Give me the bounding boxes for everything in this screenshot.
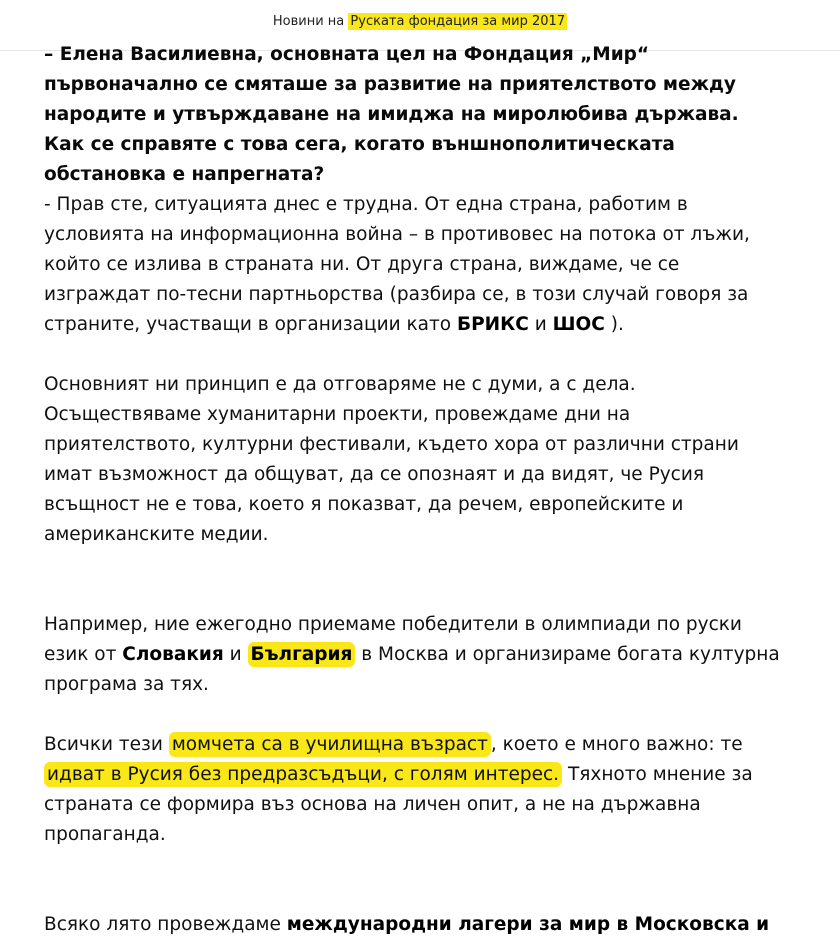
para4-text-end: Тяхното мнение за страната се формира въз основа на личен опит, а не на държавна пропаганда. — [44, 764, 753, 845]
conjunction: и — [229, 644, 242, 665]
para4-text: , което е много важно: — [490, 734, 715, 755]
spacer — [44, 850, 784, 910]
para4-text: Всички тези — [44, 734, 163, 755]
paragraph-3 — [44, 610, 784, 700]
para5-text: Всяко лято провеждаме — [44, 914, 281, 935]
answer-text: - Прав сте, ситуацията днес е трудна. От една страна, работим в условията на информационна война – в противовес на потока от лъжи, който се излива в страната ни. От друга страна, виждаме, че се изграждат по-тесни партньорства (разбира се, в този случай говоря за страните, участващи в организации като — [44, 194, 750, 335]
header-prefix: Новини на — [272, 14, 345, 29]
spacer — [44, 550, 784, 610]
para4-text: те — [720, 734, 743, 755]
paragraph-2: Основният ни принцип е да отговаряме не с думи, а с дела. Осъществяваме хуманитарни проекти, провеждаме дни на приятелството, културни фестивали, където хора от различни страни имат възможност да общуват, да се опознаят и да видят, че Русия всъщност не е това, което я показват, да речем, европейските и американските медии. — [44, 374, 739, 545]
brics-term: БРИКС — [457, 314, 529, 335]
paragraph-5 — [44, 910, 784, 940]
para3-text-end: в Москва и организираме богата културна програма за тях. — [44, 644, 780, 695]
slovakia-term: Словакия — [122, 644, 224, 665]
para3-text: Например, ние ежегодно приемаме победители в олимпиади по руски език от — [44, 614, 742, 665]
paragraph-4 — [44, 730, 784, 850]
highlight-school-age: момчета са в училищна възраст — [169, 732, 491, 757]
interview-question: – Елена Василиевна, основната цел на Фондация „Мир“ първоначално се смяташе за развитие на приятелството между народите и утвърждаване на имиджа на миролюбива държава. Как се справяте с това сега, когато външнополитическата обстановка е напрегната? — [44, 44, 739, 185]
header-title — [0, 14, 840, 29]
conjunction: и — [534, 314, 547, 335]
sco-term: ШОС — [552, 314, 605, 335]
spacer — [44, 700, 784, 730]
peace-camps-term: международни лагери за мир в Московска и — [286, 914, 770, 935]
article-body — [44, 40, 784, 940]
spacer — [44, 340, 784, 370]
closing-paren: ). — [610, 314, 624, 335]
answer-paragraph-1 — [44, 190, 784, 340]
foundation-link[interactable]: Руската фондация за мир 2017 — [350, 14, 566, 29]
highlight-no-prejudice: идват в Русия без предразсъдъци, с голям интерес. — [44, 762, 562, 787]
bulgaria-term: България — [248, 642, 356, 667]
